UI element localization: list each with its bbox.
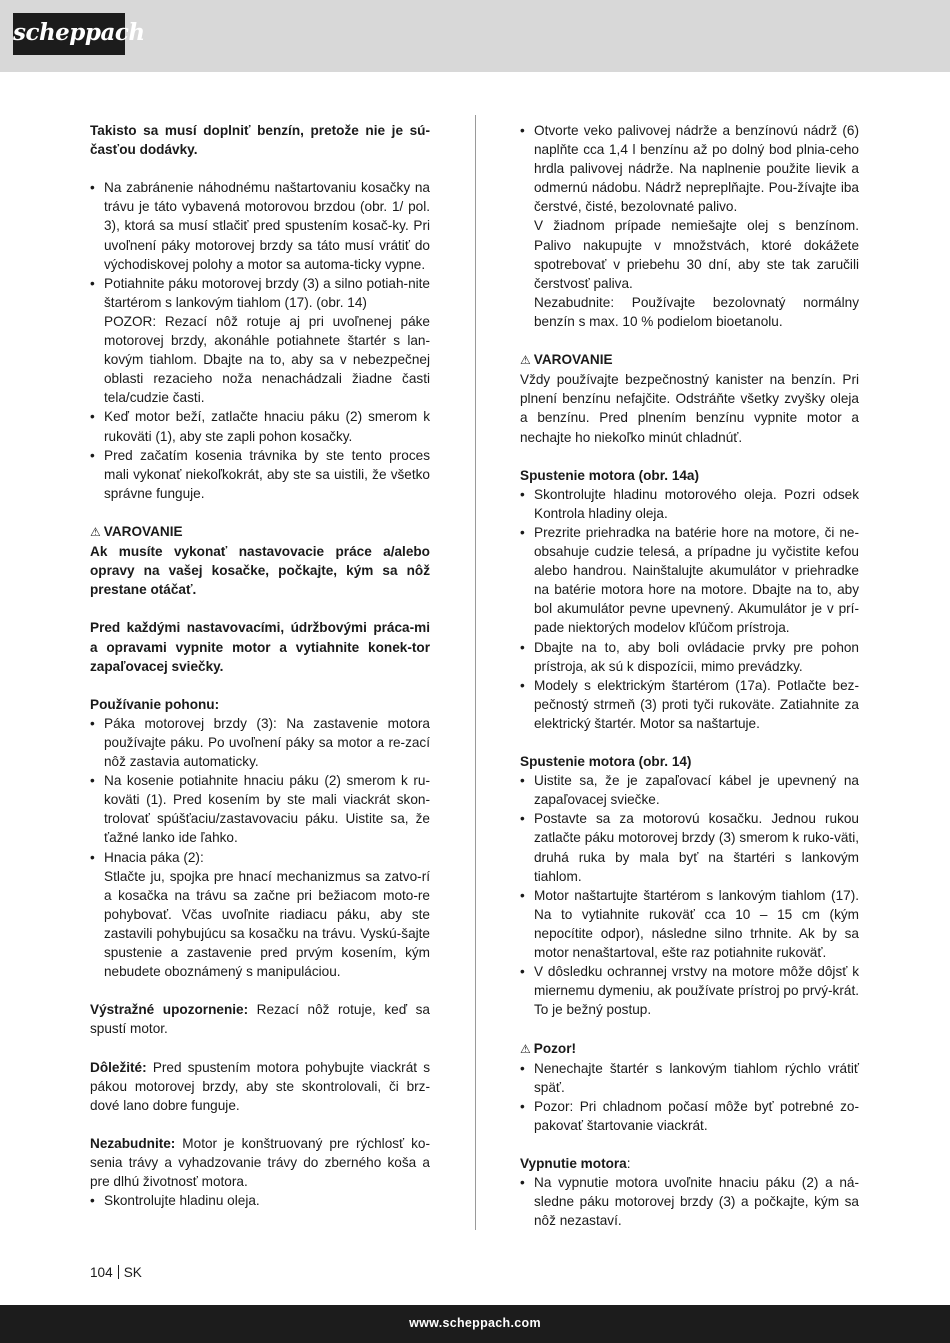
list-item: • Dbajte na to, aby boli ovládacie prvky pre pohon prístroja, ak sú k dispozícii, mimo prevádzky. <box>520 638 859 676</box>
list-item: • Skontrolujte hladinu oleja. <box>90 1191 430 1210</box>
list-item: • Nenechajte štartér s lankovým tiahlom rýchlo vrátiť späť. <box>520 1059 859 1097</box>
start-14a-list <box>520 485 859 733</box>
warning-title: VAROVANIE <box>103 523 183 539</box>
list-item: • Pred začatím kosenia trávnika by ste tento proces mali vykonať niekoľkokrát, aby ste sa uistili, že všetko správne funguje. <box>90 446 430 503</box>
warning-icon: ⚠ <box>520 1041 531 1056</box>
warning-title: VAROVANIE <box>533 352 613 368</box>
remember-notice: Nezabudnite: Motor je konštruovaný pre rýchlosť ko-senia trávy a vyhadzovanie trávy do zberného koša a pre dlhú životnosť motora. <box>90 1135 430 1190</box>
section-heading-stop: Vypnutie motora: <box>520 1156 631 1172</box>
warning-text: Vždy používajte bezpečnostný kanister na benzín. Pri plnení benzínu nefajčite. Odstráňte všetky zvyšky oleja a benzínu. Pred plnením benzínu vypnite motor a nechajte ho niekoľko minút chladnúť. <box>520 372 859 445</box>
list-item: • Uistite sa, že je zapaľovací kábel je upevnený na zapaľovacej sviečke. <box>520 771 859 809</box>
drive-lever-note: Stlačte ju, spojka pre hnací mechanizmus sa zatvo-rí a kosačka na trávu sa začne pri bežiacom moto-re pohybovať. Včas uvoľnite riadiacu páku, aby ste zastavili pohybujúcu sa kosačku na trávu. Vyskú-šajte spustenie a zastavenie pred prvým kosením, kým nebudete oboznámený s manipuláciou. <box>104 868 430 980</box>
brand-logo: scheppach <box>13 13 125 55</box>
important-notice: Dôležité: Pred spustením motora pohybujte viackrát s pákou motorovej brzdy, aby ste skontrolovali, či brz-dové lano dobre funguje. <box>90 1059 430 1113</box>
attention-heading <box>520 1039 859 1059</box>
list-item: • Skontrolujte hladinu motorového oleja. Pozri odsek Kontrola hladiny oleja. <box>520 485 859 523</box>
right-column <box>520 121 859 1230</box>
list-item: • Na zabránenie náhodnému naštartovaniu kosačky na trávu je táto vybavená motorovou brzdou (obr. 1/ pol. 3), ktorá sa musí stlačiť pred spustením kosač-ky. Pri uvoľnení páky motorovej brzdy sa táto musí vrátiť do východiskovej polohy a motor sa automa-ticky vypne. <box>90 178 430 273</box>
warning-icon: ⚠ <box>520 353 531 368</box>
page-number: 104 SK <box>90 1265 142 1280</box>
warning-text: Ak musíte vykonať nastavovacie práce a/alebo opravy na vašej kosačke, počkajte, kým sa nôž prestane otáčať. <box>90 544 430 598</box>
section-heading-start-14: Spustenie motora (obr. 14) <box>520 754 692 770</box>
list-item: • Prezrite priehradka na batérie hore na motore, či ne-obsahuje cudzie telesá, a prípadne ju vyčistite kefou alebo handrou. Nainštalujte akumulátor v priehradke na batérie motora hore na motore. Dbajte na to, aby bol akumulátor pevne upevnený. Akumulátor je v prí-pade niektorých modelov kľúčom prístroja. <box>520 523 859 638</box>
list-item: • Otvorte veko palivovej nádrže a benzínovú nádrž (6) naplňte cca 1,4 l benzínu až po dolný bod plnia-ceho hrdla palivovej nádrže. Na naplnenie použite lievik a odmernú nádobu. Nádrž nepreplňajte. Pou-žívajte iba čerstvé, čisté, bezolovnaté palivo. <box>520 121 859 216</box>
section-heading-start-14a: Spustenie motora (obr. 14a) <box>520 467 700 483</box>
remember-list <box>90 1191 430 1210</box>
stop-list <box>520 1173 859 1230</box>
start-14-list <box>520 771 859 1019</box>
page-footer <box>0 1305 950 1343</box>
left-column <box>90 121 430 1210</box>
maintenance-note: Pred každými nastavovacími, údržbovými práca-mi a opravami vypnite motor a vytiahnite konek-tor zapaľovacej sviečky. <box>90 620 430 674</box>
list-item: • Motor naštartujte štartérom s lankovým tiahlom (17). Na to vytiahnite rukoväť cca 10 – 15 cm (kým nepocítite odpor), následne silno trhnite. Ak by sa motor nenaštartoval, ešte raz potiahnite rukoväť. <box>520 886 859 962</box>
page-header <box>0 0 950 72</box>
drive-list <box>90 714 430 867</box>
list-item: • V dôsledku ochrannej vrstvy na motore môže dôjsť k miernemu dymeniu, ak používate prístroj po prvý-krát. To je bežný postup. <box>520 962 859 1019</box>
safety-list <box>90 178 430 312</box>
list-item-text: Potiahnite páku motorovej brzdy (3) a silno potiah-nite štartérom s lankovým tiahlom (17). (obr. 14) <box>104 275 430 310</box>
warning-icon: ⚠ <box>90 524 101 539</box>
warning-heading <box>520 350 859 370</box>
list-item: • Modely s elektrickým štartérom (17a). Potlačte bez-pečnostý strmeň (3) proti tyči rukoväte. Zatiahnite za elektrický štartér. Motor sa naštartuje. <box>520 676 859 733</box>
page-separator <box>118 1265 119 1279</box>
list-item: • Páka motorovej brzdy (3): Na zastavenie motora používajte páku. Po uvoľnení páky sa motor a re-zací nôž zastavia automaticky. <box>90 714 430 771</box>
attention-title: Pozor! <box>533 1040 577 1056</box>
list-item <box>90 274 430 312</box>
warning-heading <box>90 522 430 542</box>
list-item: • Pozor: Pri chladnom počasí môže byť potrebné zo-pakovať štartovanie viackrát. <box>520 1097 859 1135</box>
fuel-reminder: Nezabudnite: Používajte bezolovnatý normálny benzín s max. 10 % podielom bioetanolu. <box>534 294 859 329</box>
footer-url[interactable]: www.scheppach.com <box>409 1316 541 1330</box>
list-item: • Na vypnutie motora uvoľnite hnaciu páku (2) a ná-sledne páku motorovej brzdy (3) a počkajte, kým sa nôž nezastaví. <box>520 1173 859 1230</box>
intro-note: Takisto sa musí doplniť benzín, pretože nie je sú-časťou dodávky. <box>90 123 430 158</box>
list-item: • Keď motor beží, zatlačte hnaciu páku (2) smerom k rukoväti (1), aby ste zapli pohon kosačky. <box>90 407 430 445</box>
section-heading-drive: Používanie pohonu: <box>90 696 220 712</box>
safety-list-cont <box>90 407 430 502</box>
fuel-note: V žiadnom prípade nemiešajte olej s benzínom. Palivo nakupujte v množstvách, ktoré dokážete spotrebovať v priebehu 30 dní, aby ste tak zaručili čerstvosť paliva. <box>534 218 859 291</box>
fuel-list <box>520 121 859 216</box>
warning-notice: Výstražné upozornenie: Rezací nôž rotuje, keď sa spustí motor. <box>90 1002 430 1037</box>
attention-list <box>520 1059 859 1135</box>
list-item: • Hnacia páka (2): <box>90 848 430 867</box>
caution-note: POZOR: Rezací nôž rotuje aj pri uvoľnenej páke motorovej brzdy, akonáhle potiahnete štartér s lan-kovým tiahlom. Dbajte na to, aby sa v nebezpečnej oblasti rezacieho noža nenachádzali žiadne časti tela/cudzie časti. <box>104 313 430 406</box>
column-divider <box>475 115 476 1230</box>
list-item: • Na kosenie potiahnite hnaciu páku (2) smerom k ru-koväti (1). Pred kosením by ste mali viackrát skon-trolovať spúšťaciu/zastavovaciu páku. Uistite sa, že ťažné lanko ide ľahko. <box>90 771 430 847</box>
list-item: • Postavte sa za motorovú kosačku. Jednou rukou zatlačte páku motorovej brzdy (3) smerom k ruko-väti, druhá ruka by mala byť na štartéri s lankovým tiahlom. <box>520 809 859 885</box>
